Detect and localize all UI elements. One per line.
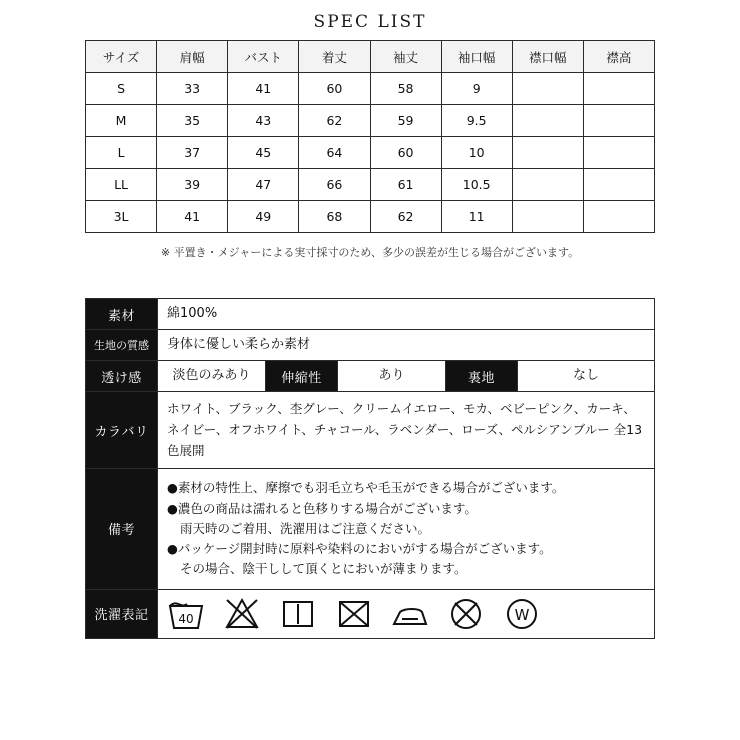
tumble-dry-line-icon	[279, 595, 317, 633]
no-tumble-dry-icon	[335, 595, 373, 633]
spec-cell: 62	[370, 201, 441, 233]
wash-tub-40-icon	[167, 595, 205, 633]
spec-cell: 61	[370, 169, 441, 201]
spec-cell: 49	[228, 201, 299, 233]
spec-header-cell: 着丈	[299, 41, 370, 73]
no-dry-clean-icon	[447, 595, 485, 633]
spec-cell: 59	[370, 105, 441, 137]
table-row	[86, 73, 655, 105]
spec-cell: 35	[157, 105, 228, 137]
spec-cell: 60	[370, 137, 441, 169]
sheerness-label: 透け感	[86, 361, 158, 392]
spec-cell	[583, 169, 654, 201]
spec-header-cell: バスト	[228, 41, 299, 73]
lining-label: 裏地	[446, 361, 518, 392]
spec-cell: 39	[157, 169, 228, 201]
spec-cell: 10.5	[441, 169, 512, 201]
info-table	[85, 298, 655, 639]
color-variation-row	[86, 392, 655, 469]
spec-cell: 41	[228, 73, 299, 105]
spec-cell: 60	[299, 73, 370, 105]
color-variation-label: カラバリ	[86, 392, 158, 469]
material-label: 素材	[86, 299, 158, 330]
wash-care-icons	[158, 589, 655, 638]
spec-cell	[512, 137, 583, 169]
color-variation-value: ホワイト、ブラック、杢グレー、クリームイエロー、モカ、ベビーピンク、カーキ、ネイビー、オフホワイト、チャコール、ラベンダー、ローズ、ペルシアンブルー 全13色展開	[158, 392, 655, 469]
spec-cell: 62	[299, 105, 370, 137]
spec-cell: 9	[441, 73, 512, 105]
spec-cell: 66	[299, 169, 370, 201]
measurement-note: ※ 平置き・メジャーによる実寸採寸のため、多少の誤差が生じる場合がございます。	[160, 246, 580, 259]
spec-header-cell: 襟口幅	[512, 41, 583, 73]
spec-cell: 45	[228, 137, 299, 169]
spec-header-row	[86, 41, 655, 73]
svg-text:W: W	[514, 605, 530, 624]
stretch-value: あり	[338, 361, 446, 392]
spec-header-cell: 袖口幅	[441, 41, 512, 73]
spec-cell: 33	[157, 73, 228, 105]
spec-cell: 68	[299, 201, 370, 233]
spec-cell	[583, 137, 654, 169]
remarks-line: 雨天時のご着用、洗濯用はご注意ください。	[180, 520, 431, 536]
no-bleach-icon	[223, 595, 261, 633]
svg-text:40: 40	[178, 611, 194, 626]
spec-table-wrapper	[0, 40, 740, 260]
remarks-value	[158, 469, 655, 589]
spec-cell: 10	[441, 137, 512, 169]
spec-cell	[583, 201, 654, 233]
iron-icon	[391, 595, 429, 633]
spec-cell	[583, 105, 654, 137]
spec-cell: M	[86, 105, 157, 137]
spec-header-cell: 袖丈	[370, 41, 441, 73]
texture-value: 身体に優しい柔らか素材	[158, 330, 655, 361]
spec-header-cell: 襟高	[583, 41, 654, 73]
spec-cell: 58	[370, 73, 441, 105]
spec-cell: LL	[86, 169, 157, 201]
spec-cell: 37	[157, 137, 228, 169]
spec-cell: 47	[228, 169, 299, 201]
stretch-label: 伸縮性	[266, 361, 338, 392]
texture-label: 生地の質感	[86, 330, 158, 361]
remarks-line: ●素材の特性上、摩擦でも羽毛立ちや毛玉ができる場合がございます。	[167, 480, 565, 496]
sheerness-value: 淡色のみあり	[158, 361, 266, 392]
spec-cell: S	[86, 73, 157, 105]
spec-header-cell: サイズ	[86, 41, 157, 73]
remarks-label: 備考	[86, 469, 158, 589]
spec-cell: 41	[157, 201, 228, 233]
spec-cell: 3L	[86, 201, 157, 233]
info-table-wrapper	[0, 298, 740, 639]
spec-cell	[512, 169, 583, 201]
sheer-stretch-lining-row	[86, 361, 655, 392]
spec-cell	[512, 105, 583, 137]
remarks-row	[86, 469, 655, 589]
spec-cell: 64	[299, 137, 370, 169]
spec-cell: L	[86, 137, 157, 169]
table-row	[86, 105, 655, 137]
lining-value: なし	[518, 361, 655, 392]
page-title: SPEC LIST	[313, 12, 427, 32]
wet-clean-w-icon	[503, 595, 541, 633]
remarks-line: ●パッケージ開封時に原料や染料のにおいがする場合がございます。	[167, 541, 552, 557]
wash-care-label: 洗濯表記	[86, 589, 158, 638]
wash-care-row	[86, 589, 655, 638]
spec-cell: 43	[228, 105, 299, 137]
material-value: 綿100%	[158, 299, 655, 330]
spec-cell: 9.5	[441, 105, 512, 137]
material-row	[86, 299, 655, 330]
spec-cell: 11	[441, 201, 512, 233]
remarks-line: その場合、陰干しして頂くとにおいが薄まります。	[180, 561, 467, 577]
spec-cell	[512, 73, 583, 105]
texture-row	[86, 330, 655, 361]
spec-header-cell: 肩幅	[157, 41, 228, 73]
spec-cell	[583, 73, 654, 105]
spec-table	[85, 40, 655, 233]
table-row	[86, 169, 655, 201]
table-row	[86, 137, 655, 169]
remarks-line: ●濃色の商品は濡れると色移りする場合がございます。	[167, 500, 477, 516]
table-row	[86, 201, 655, 233]
spec-cell	[512, 201, 583, 233]
